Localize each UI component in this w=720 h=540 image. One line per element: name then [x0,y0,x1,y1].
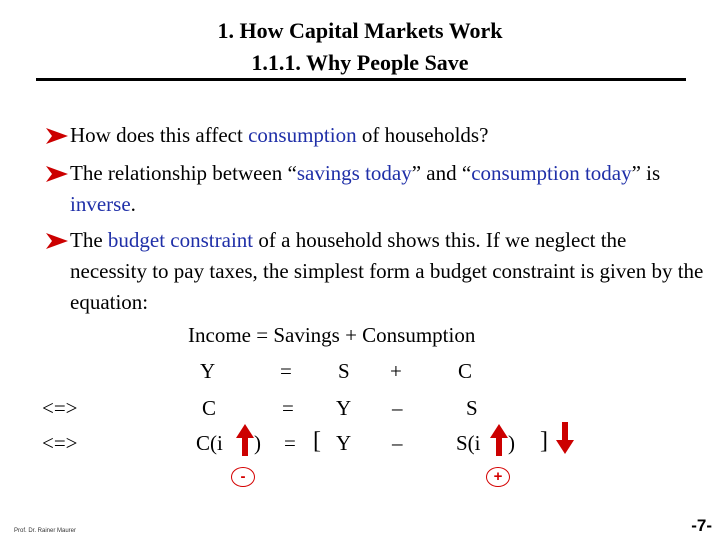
eq3-y: Y [336,431,352,455]
bullet-arrow-icon [46,232,68,250]
eq3-s-close: ) [508,431,515,455]
slide-title-line2: 1.1.1. Why People Save [251,50,469,75]
bullet-text: . [130,192,136,216]
arrow-up-icon [236,424,254,456]
highlight-savings-today: savings today [296,161,412,185]
bullet-1 [46,120,706,151]
eq2-y: Y [336,396,352,420]
bullet-arrow-icon [46,127,68,145]
eq1-plus: + [390,359,402,383]
minus-sign-badge: - [231,467,255,487]
highlight-inverse: inverse [70,192,131,216]
slide-title-line1: 1. How Capital Markets Work [217,18,503,43]
eq2-equals: = [282,396,294,420]
eq2-c: C [202,396,217,420]
eq1-equals: = [280,359,292,383]
eq2-equivalence: <=> [42,396,78,420]
page-number: -7- [691,516,712,535]
eq1-s: S [338,359,350,383]
bullet-text: The relationship between “ [70,161,297,185]
highlight-consumption: consumption [248,123,357,147]
eq3-c-close: ) [254,431,261,455]
eq1-c: C [458,359,473,383]
bullet-2 [46,158,706,220]
eq2-minus: – [392,396,403,420]
bullet-text: ” is [631,161,661,185]
bullet-text: How does this affect [70,123,249,147]
plus-sign-badge: + [486,467,510,487]
arrow-down-icon [556,422,574,454]
eq3-equivalence: <=> [42,431,78,455]
eq1-y: Y [200,359,216,383]
bullet-arrow-icon [46,165,68,183]
eq3-equals: = [284,431,296,455]
eq3-s-of-i: S(i [456,431,481,455]
eq3-c-of-i: C(i [196,431,223,455]
bullet-text: The [70,228,108,252]
eq3-right-bracket: ] [540,428,548,454]
bullet-3 [46,225,706,318]
bullet-text: of a household shows this. If we neglect the necessity to pay taxes, the simplest form a budget constraint is given by the equation: [70,228,704,314]
eq3-left-bracket: [ [313,428,321,454]
equation-income: Income = Savings + Consumption [188,323,476,347]
eq3-minus: – [392,431,403,455]
bullet-text: ” and “ [411,161,472,185]
bullet-text: of households? [356,123,489,147]
footer-author: Prof. Dr. Rainer Maurer [14,528,77,534]
highlight-consumption-today: consumption today [471,161,632,185]
highlight-budget-constraint: budget constraint [107,228,254,252]
title-underline [36,78,686,81]
arrow-up-icon [490,424,508,456]
eq2-s: S [466,396,478,420]
